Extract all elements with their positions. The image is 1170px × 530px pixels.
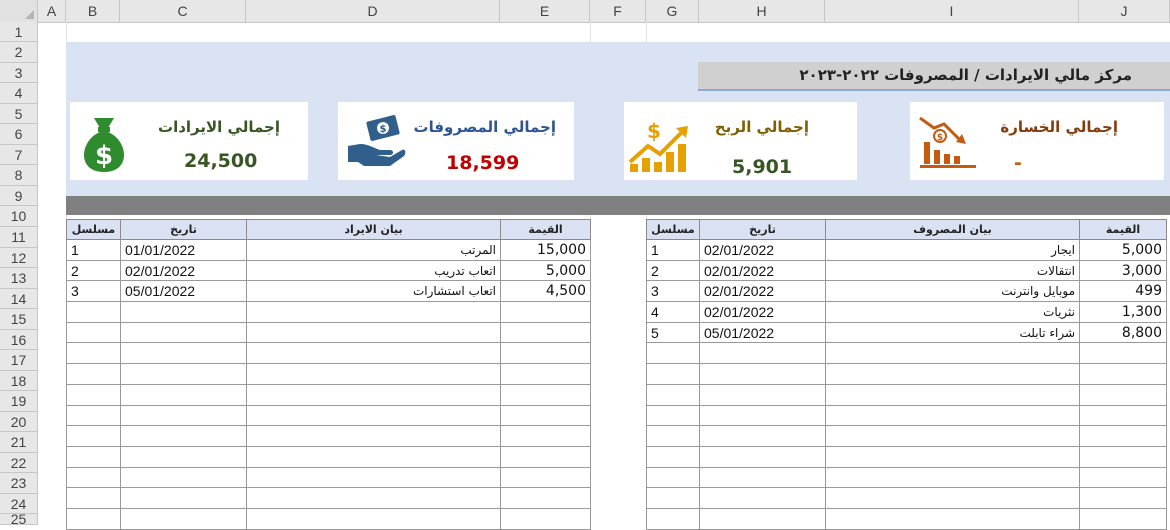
row-header[interactable]: 22	[0, 453, 37, 473]
expense-cell-value[interactable]: 8,800	[1080, 322, 1167, 343]
row-header[interactable]: 3	[0, 63, 37, 83]
row-header[interactable]: 6	[0, 124, 37, 145]
income-cell-desc[interactable]: المرتب	[247, 240, 501, 261]
row-header[interactable]: 10	[0, 206, 37, 227]
income-card[interactable]	[70, 102, 308, 180]
expense-cell-date[interactable]	[700, 426, 826, 447]
income-cell-serial[interactable]	[67, 508, 121, 529]
row-header[interactable]: 19	[0, 391, 37, 412]
expenses-value: 18,599	[446, 152, 520, 174]
income-cell-value[interactable]	[501, 322, 591, 343]
row-header[interactable]: 11	[0, 227, 37, 248]
expense-cell-date[interactable]	[700, 446, 826, 467]
income-cell-desc[interactable]	[247, 488, 501, 509]
expense-header-desc[interactable]: بيان المصروف	[826, 220, 1080, 240]
hand-money-icon	[346, 114, 406, 172]
expense-cell-value[interactable]: 3,000	[1080, 260, 1167, 281]
expense-cell-date[interactable]	[700, 488, 826, 509]
expense-row	[647, 488, 1167, 509]
income-header-desc[interactable]: بيان الايراد	[247, 220, 501, 240]
income-cell-desc[interactable]	[247, 508, 501, 529]
income-cell-serial[interactable]	[67, 343, 121, 364]
expense-cell-desc[interactable]	[826, 405, 1080, 426]
expense-cell-serial[interactable]: 2	[647, 260, 700, 281]
income-cell-date[interactable]	[121, 488, 247, 509]
expense-cell-desc[interactable]	[826, 343, 1080, 364]
expense-cell-desc[interactable]: ايجار	[826, 240, 1080, 261]
expense-cell-desc[interactable]	[826, 426, 1080, 447]
income-cell-date[interactable]: 01/01/2022	[121, 240, 247, 261]
income-label: إجمالي الايرادات	[158, 118, 280, 136]
svg-text:$: $	[936, 133, 944, 143]
income-cell-serial[interactable]	[67, 322, 121, 343]
income-row	[67, 446, 591, 467]
report-title[interactable]: مركز مالي الايرادات / المصروفات ٢٠٢٢-٢٠٢٣	[698, 62, 1170, 91]
income-cell-date[interactable]	[121, 384, 247, 405]
expense-header-serial[interactable]: مسلسل	[647, 220, 700, 240]
income-cell-desc[interactable]	[247, 405, 501, 426]
expense-cell-desc[interactable]: انتقالات	[826, 260, 1080, 281]
expense-cell-date[interactable]	[700, 405, 826, 426]
expense-row	[647, 467, 1167, 488]
income-cell-value[interactable]	[501, 508, 591, 529]
income-cell-desc[interactable]	[247, 322, 501, 343]
loss-label: إجمالي الخسارة	[1000, 118, 1118, 136]
select-all-button[interactable]	[0, 0, 38, 22]
expense-cell-serial[interactable]	[647, 508, 700, 529]
expense-cell-serial[interactable]	[647, 467, 700, 488]
income-cell-date[interactable]	[121, 467, 247, 488]
income-cell-date[interactable]	[121, 508, 247, 529]
income-row	[67, 467, 591, 488]
income-header-serial[interactable]: مسلسل	[67, 220, 121, 240]
expense-cell-value[interactable]	[1080, 467, 1167, 488]
income-cell-desc[interactable]	[247, 446, 501, 467]
expense-cell-serial[interactable]: 5	[647, 322, 700, 343]
income-cell-serial[interactable]	[67, 467, 121, 488]
income-cell-date[interactable]	[121, 405, 247, 426]
row-header[interactable]: 16	[0, 330, 37, 350]
income-row	[67, 240, 591, 261]
income-cell-value[interactable]	[501, 467, 591, 488]
income-cell-serial[interactable]	[67, 446, 121, 467]
expense-cell-date[interactable]: 02/01/2022	[700, 240, 826, 261]
expense-cell-serial[interactable]	[647, 426, 700, 447]
income-cell-date[interactable]	[121, 302, 247, 323]
income-header-date[interactable]: تاريخ	[121, 220, 247, 240]
row-header[interactable]: 9	[0, 186, 37, 206]
expense-cell-date[interactable]	[700, 508, 826, 529]
expense-cell-serial[interactable]	[647, 384, 700, 405]
row-header[interactable]: 5	[0, 104, 37, 124]
profit-value: 5,901	[732, 156, 793, 178]
expense-row	[647, 302, 1167, 323]
income-row	[67, 281, 591, 302]
income-cell-serial[interactable]: 1	[67, 240, 121, 261]
expense-cell-value[interactable]	[1080, 446, 1167, 467]
expense-row	[647, 508, 1167, 529]
income-table	[66, 219, 591, 530]
expense-row	[647, 260, 1167, 281]
row-header[interactable]: 14	[0, 289, 37, 309]
income-cell-value[interactable]	[501, 488, 591, 509]
expense-cell-desc[interactable]: شراء تابلت	[826, 322, 1080, 343]
income-cell-date[interactable]	[121, 446, 247, 467]
expense-cell-value[interactable]: 499	[1080, 281, 1167, 302]
row-header[interactable]: 25	[0, 514, 37, 525]
money-bag-icon	[78, 114, 130, 174]
expenses-label: إجمالي المصروفات	[413, 118, 556, 136]
expense-table	[646, 219, 1167, 530]
income-cell-value[interactable]: 4,500	[501, 281, 591, 302]
row-header-column	[0, 22, 38, 525]
income-cell-value[interactable]: 15,000	[501, 240, 591, 261]
expense-row	[647, 426, 1167, 447]
expense-cell-date[interactable]	[700, 343, 826, 364]
expense-row	[647, 446, 1167, 467]
income-cell-value[interactable]	[501, 405, 591, 426]
income-cell-serial[interactable]	[67, 405, 121, 426]
income-cell-date[interactable]	[121, 343, 247, 364]
column-header-d[interactable]: D	[246, 0, 500, 22]
expense-cell-value[interactable]	[1080, 488, 1167, 509]
row-header[interactable]: 8	[0, 165, 37, 186]
row-header[interactable]: 1	[0, 22, 37, 42]
row-header[interactable]: 12	[0, 248, 37, 268]
expense-cell-desc[interactable]	[826, 467, 1080, 488]
expense-cell-date[interactable]: 02/01/2022	[700, 281, 826, 302]
column-header-f[interactable]: F	[590, 0, 646, 22]
income-cell-value[interactable]	[501, 343, 591, 364]
column-header-c[interactable]: C	[120, 0, 246, 22]
income-header-value[interactable]: القيمة	[501, 220, 591, 240]
column-header-e[interactable]: E	[500, 0, 590, 22]
income-cell-desc[interactable]	[247, 364, 501, 385]
expense-cell-serial[interactable]	[647, 343, 700, 364]
expense-row	[647, 322, 1167, 343]
income-cell-serial[interactable]: 3	[67, 281, 121, 302]
income-cell-value[interactable]	[501, 384, 591, 405]
column-header-b[interactable]: B	[66, 0, 120, 22]
expense-cell-value[interactable]	[1080, 426, 1167, 447]
svg-text:$: $	[379, 124, 387, 135]
expense-cell-value[interactable]	[1080, 508, 1167, 529]
expense-cell-serial[interactable]	[647, 405, 700, 426]
income-cell-value[interactable]	[501, 446, 591, 467]
income-row	[67, 343, 591, 364]
income-cell-serial[interactable]	[67, 302, 121, 323]
income-cell-date[interactable]: 05/01/2022	[121, 281, 247, 302]
income-cell-value[interactable]	[501, 364, 591, 385]
expense-row	[647, 364, 1167, 385]
expense-row	[647, 384, 1167, 405]
decline-chart-icon	[916, 112, 976, 172]
income-row	[67, 322, 591, 343]
expense-cell-desc[interactable]	[826, 364, 1080, 385]
expense-row	[647, 343, 1167, 364]
expense-cell-date[interactable]	[700, 467, 826, 488]
row-header[interactable]: 21	[0, 432, 37, 453]
income-row	[67, 426, 591, 447]
expense-cell-desc[interactable]	[826, 488, 1080, 509]
expense-cell-value[interactable]	[1080, 364, 1167, 385]
income-cell-desc[interactable]	[247, 343, 501, 364]
expense-cell-date[interactable]	[700, 384, 826, 405]
column-header-g[interactable]: G	[646, 0, 699, 22]
expense-cell-serial[interactable]	[647, 446, 700, 467]
row-header[interactable]: 2	[0, 42, 37, 63]
expense-cell-value[interactable]	[1080, 343, 1167, 364]
svg-text:$: $	[647, 119, 661, 143]
income-row	[67, 508, 591, 529]
income-cell-date[interactable]	[121, 364, 247, 385]
expense-cell-desc[interactable]: موبايل وانترنت	[826, 281, 1080, 302]
income-row	[67, 384, 591, 405]
expense-cell-date[interactable]: 02/01/2022	[700, 260, 826, 281]
income-cell-serial[interactable]	[67, 488, 121, 509]
income-cell-desc[interactable]	[247, 302, 501, 323]
row-header[interactable]: 18	[0, 371, 37, 391]
expense-cell-serial[interactable]	[647, 364, 700, 385]
profit-label: إجمالي الربح	[714, 118, 809, 136]
income-cell-desc[interactable]: اتعاب استشارات	[247, 281, 501, 302]
income-row	[67, 302, 591, 323]
row-header[interactable]: 13	[0, 268, 37, 289]
expense-cell-serial[interactable]: 4	[647, 302, 700, 323]
income-cell-desc[interactable]	[247, 384, 501, 405]
loss-value: -	[1014, 152, 1022, 174]
income-row	[67, 260, 591, 281]
loss-card[interactable]	[910, 102, 1164, 180]
expense-cell-desc[interactable]	[826, 508, 1080, 529]
expense-cell-value[interactable]: 5,000	[1080, 240, 1167, 261]
expense-cell-date[interactable]: 02/01/2022	[700, 302, 826, 323]
income-value: 24,500	[184, 150, 258, 172]
row-header[interactable]: 4	[0, 83, 37, 104]
column-header-h[interactable]: H	[699, 0, 825, 22]
expense-cell-desc[interactable]	[826, 446, 1080, 467]
expense-header-value[interactable]: القيمة	[1080, 220, 1167, 240]
income-cell-value[interactable]	[501, 426, 591, 447]
row-header[interactable]: 15	[0, 309, 37, 330]
section-separator	[66, 196, 1170, 215]
expense-cell-desc[interactable]: نثريات	[826, 302, 1080, 323]
profit-card[interactable]	[624, 102, 857, 180]
income-cell-serial[interactable]	[67, 426, 121, 447]
expense-row	[647, 405, 1167, 426]
income-cell-desc[interactable]: اتعاب تدريب	[247, 260, 501, 281]
column-header-i[interactable]: I	[825, 0, 1079, 22]
income-cell-desc[interactable]	[247, 467, 501, 488]
column-header-row	[0, 0, 1170, 23]
income-cell-serial[interactable]	[67, 364, 121, 385]
growth-chart-icon	[626, 118, 692, 174]
row-header[interactable]: 20	[0, 412, 37, 432]
expense-row	[647, 281, 1167, 302]
expense-cell-value[interactable]	[1080, 384, 1167, 405]
income-row	[67, 488, 591, 509]
row-header[interactable]: 23	[0, 473, 37, 494]
expense-cell-date[interactable]	[700, 364, 826, 385]
income-row	[67, 364, 591, 385]
svg-text:$: $	[94, 141, 114, 171]
income-row	[67, 405, 591, 426]
expense-row	[647, 240, 1167, 261]
expense-cell-desc[interactable]	[826, 384, 1080, 405]
income-cell-desc[interactable]	[247, 426, 501, 447]
income-cell-serial[interactable]: 2	[67, 260, 121, 281]
column-header-j[interactable]: J	[1079, 0, 1170, 22]
column-header-a[interactable]: A	[38, 0, 66, 22]
expense-cell-value[interactable]: 1,300	[1080, 302, 1167, 323]
income-cell-value[interactable]: 5,000	[501, 260, 591, 281]
row-header[interactable]: 7	[0, 145, 37, 165]
expense-cell-serial[interactable]	[647, 488, 700, 509]
row-header[interactable]: 17	[0, 350, 37, 371]
expenses-card[interactable]	[338, 102, 574, 180]
expense-header-date[interactable]: تاريخ	[700, 220, 826, 240]
income-cell-date[interactable]	[121, 322, 247, 343]
income-cell-date[interactable]	[121, 426, 247, 447]
expense-cell-value[interactable]	[1080, 405, 1167, 426]
expense-cell-serial[interactable]: 3	[647, 281, 700, 302]
expense-cell-serial[interactable]: 1	[647, 240, 700, 261]
expense-cell-date[interactable]: 05/01/2022	[700, 322, 826, 343]
income-cell-serial[interactable]	[67, 384, 121, 405]
row-header[interactable]: 24	[0, 494, 37, 514]
income-cell-value[interactable]	[501, 302, 591, 323]
income-cell-date[interactable]: 02/01/2022	[121, 260, 247, 281]
